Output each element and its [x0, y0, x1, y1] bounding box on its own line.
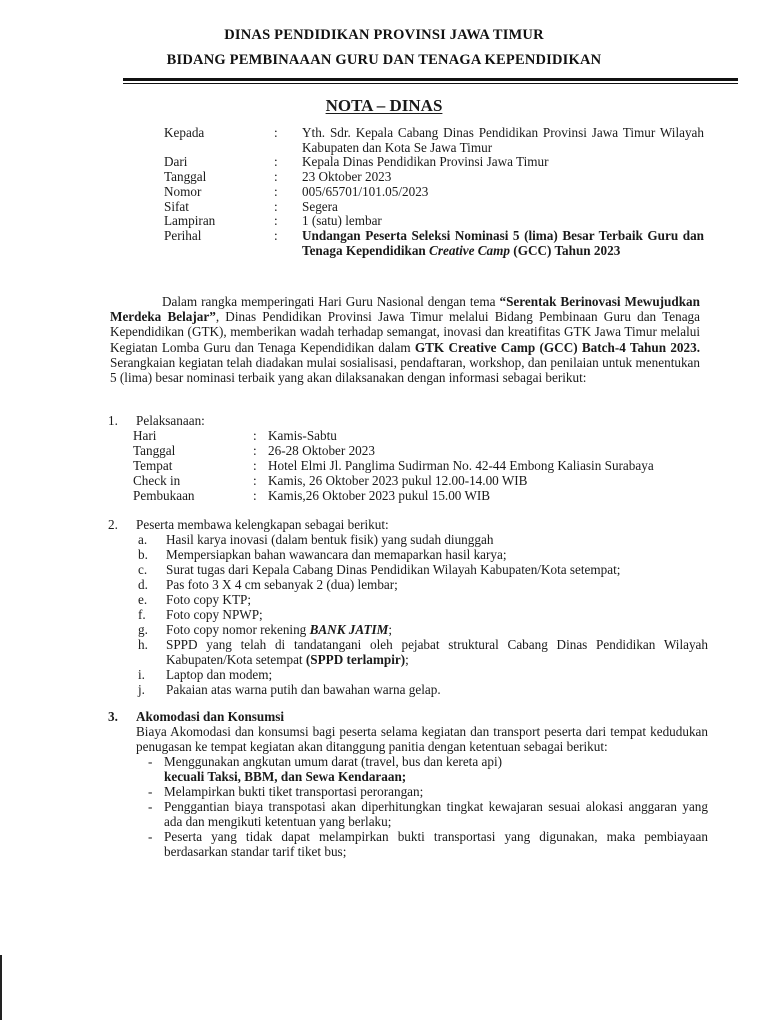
- bullet-dash: -: [148, 799, 153, 814]
- bullet-text: Melampirkan bukti tiket transportasi perorangan;: [164, 784, 424, 799]
- item-text: Foto copy KTP;: [166, 592, 251, 607]
- meta-colon: :: [274, 227, 278, 243]
- section-body: [136, 724, 708, 859]
- section-title: Peserta membawa kelengkapan sebagai berikut:: [136, 517, 389, 532]
- detail-colon: :: [253, 458, 257, 473]
- meta-value: Segera: [302, 198, 338, 214]
- item-letter: d.: [138, 577, 148, 592]
- meta-value: Kepala Dinas Pendidikan Provinsi Jawa Timur: [302, 154, 549, 170]
- meta-row-dari: [164, 155, 704, 170]
- section-intro: Biaya Akomodasi dan konsumsi bagi peserta selama kegiatan dan transport peserta dari tempat kedudukan penugasan ke tempat kegiatan akan ditanggung panitia dengan ketentuan sebagai berikut:: [136, 724, 708, 754]
- item-text: Pakaian atas warna putih dan bawahan warna gelap.: [166, 682, 441, 697]
- detail-value: Kamis, 26 Oktober 2023 pukul 12.00-14.00 WIB: [268, 473, 528, 488]
- bullet-item: [136, 754, 708, 784]
- meta-label: Lampiran: [164, 213, 216, 229]
- meta-row-kepada: [164, 126, 704, 155]
- meta-colon: :: [274, 169, 278, 185]
- item-letter: b.: [138, 547, 148, 562]
- section-title: Pelaksanaan:: [136, 413, 205, 428]
- detail-value: Kamis-Sabtu: [268, 428, 337, 443]
- detail-row-pembukaan: [133, 488, 708, 503]
- detail-label: Pembukaan: [133, 488, 195, 503]
- section-akomodasi: [108, 709, 708, 859]
- list-item: [136, 547, 708, 562]
- item-letter: f.: [138, 607, 146, 622]
- document-title: NOTA – DINAS: [325, 96, 443, 115]
- meta-value-subject: Undangan Peserta Seleksi Nominasi 5 (lima) Besar Terbaik Guru dan Tenaga Kependidikan Creative Camp (GCC) Tahun 2023: [302, 227, 704, 258]
- list-item: [136, 637, 708, 667]
- detail-label: Hari: [133, 428, 157, 443]
- intro-paragraph: Dalam rangka memperingati Hari Guru Nasional dengan tema “Serentak Berinovasi Mewujudkan Merdeka Belajar”, Dinas Pendidikan Provinsi Jawa Timur melalui Bidang Pembinaan Guru dan Tenaga Kependidikan (GTK), memberikan wadah terhadap semangat, inovasi dan kreatifitas GTK Jawa Timur melalui Kegiatan Lomba Guru dan Tenaga Kependidikan dalam GTK Creative Camp (GCC) Batch-4 Tahun 2023. Serangkaian kegiatan telah diadakan mulai sosialisasi, pendaftaran, workshop, dan penilaian untuk menentukan 5 (lima) besar nominasi terbaik yang akan dilaksanakan dengan informasi sebagai berikut:: [110, 294, 700, 386]
- detail-value: Kamis,26 Oktober 2023 pukul 15.00 WIB: [268, 488, 491, 503]
- detail-colon: :: [253, 488, 257, 503]
- item-letter: j.: [138, 682, 145, 697]
- bullet-text: Penggantian biaya transpotasi akan diperhitungkan tingkat kewajaran sesuai alokasi anggaran yang ada dan mengikuti ketentuan yang berlaku;: [164, 799, 708, 829]
- detail-value: 26-28 Oktober 2023: [268, 443, 375, 458]
- meta-value: 005/65701/101.05/2023: [302, 183, 429, 199]
- meta-colon: :: [274, 154, 278, 170]
- list-item: [136, 607, 708, 622]
- meta-colon: :: [274, 183, 278, 199]
- meta-colon: :: [274, 125, 278, 140]
- meta-value: Yth. Sdr. Kepala Cabang Dinas Pendidikan Provinsi Jawa Timur Wilayah Kabupaten dan Kota Se Jawa Timur: [302, 125, 704, 155]
- meta-row-tanggal: [164, 170, 704, 185]
- requirements-list: [136, 532, 708, 697]
- item-text: Foto copy NPWP;: [166, 607, 263, 622]
- item-letter: c.: [138, 562, 148, 577]
- detail-row-hari: [133, 428, 708, 443]
- list-item: [136, 562, 708, 577]
- item-text: Surat tugas dari Kepala Cabang Dinas Pendidikan Wilayah Kabupaten/Kota setempat;: [166, 562, 621, 577]
- item-text: Laptop dan modem;: [166, 667, 273, 682]
- detail-value: Hotel Elmi Jl. Panglima Sudirman No. 42-44 Embong Kaliasin Surabaya: [268, 458, 654, 473]
- detail-colon: :: [253, 443, 257, 458]
- section-pelaksanaan: [108, 413, 708, 503]
- meta-value: 1 (satu) lembar: [302, 213, 382, 229]
- section-title: Akomodasi dan Konsumsi: [136, 709, 285, 724]
- bullet-item: [136, 829, 708, 859]
- section-number: 3.: [108, 709, 118, 724]
- item-letter: i.: [138, 667, 145, 682]
- item-text: Mempersiapkan bahan wawancara dan memaparkan hasil karya;: [166, 547, 507, 562]
- division-name: BIDANG PEMBINAAAN GURU DAN TENAGA KEPENDIDIKAN: [166, 52, 602, 68]
- detail-label: Tempat: [133, 458, 173, 473]
- meta-label: Kepada: [164, 125, 205, 140]
- section-number: 1.: [108, 413, 118, 428]
- meta-label: Perihal: [164, 227, 202, 243]
- meta-label: Sifat: [164, 198, 189, 214]
- item-text: SPPD yang telah di tandatangani oleh pejabat struktural Cabang Dinas Pendidikan Wilayah Kabupaten/Kota setempat (SPPD terlampir);: [166, 637, 708, 667]
- item-text: Pas foto 3 X 4 cm sebanyak 2 (dua) lembar;: [166, 577, 398, 592]
- list-item: [136, 592, 708, 607]
- bullet-text: Peserta yang tidak dapat melampirkan bukti transportasi yang digunakan, maka pembiayaan berdasarkan standar tarif tiket bus;: [164, 829, 708, 859]
- item-text: Foto copy nomor rekening BANK JATIM;: [166, 622, 393, 637]
- detail-row-checkin: [133, 473, 708, 488]
- detail-row-tempat: [133, 458, 708, 473]
- header-rule-thin: [123, 83, 738, 84]
- agency-name: DINAS PENDIDIKAN PROVINSI JAWA TIMUR: [224, 27, 544, 43]
- meta-row-perihal: [164, 229, 704, 258]
- item-letter: e.: [138, 592, 148, 607]
- list-item: [136, 532, 708, 547]
- detail-label: Tanggal: [133, 443, 176, 458]
- scan-edge-mark: [0, 955, 2, 1020]
- detail-row-tanggal: [133, 443, 708, 458]
- section-kelengkapan: [108, 517, 708, 697]
- meta-row-nomor: [164, 185, 704, 200]
- bullet-text: Menggunakan angkutan umum darat (travel, bus dan kereta api) kecuali Taksi, BBM, dan Sewa Kendaraan;: [164, 754, 502, 784]
- header-rule-thick: [123, 78, 738, 81]
- item-letter: h.: [138, 637, 148, 652]
- item-letter: a.: [138, 532, 148, 547]
- item-text: Hasil karya inovasi (dalam bentuk fisik) yang sudah diunggah: [166, 532, 494, 547]
- meta-label: Nomor: [164, 183, 202, 199]
- detail-colon: :: [253, 473, 257, 488]
- bullet-dash: -: [148, 754, 153, 769]
- meta-colon: :: [274, 198, 278, 214]
- memo-meta-table: [164, 126, 704, 258]
- detail-colon: :: [253, 428, 257, 443]
- list-item: [136, 577, 708, 592]
- item-letter: g.: [138, 622, 148, 637]
- bullet-dash: -: [148, 784, 153, 799]
- detail-label: Check in: [133, 473, 181, 488]
- list-item: [136, 667, 708, 682]
- meta-label: Tanggal: [164, 169, 207, 185]
- section-number: 2.: [108, 517, 118, 532]
- bullet-item: [136, 799, 708, 829]
- list-item: [136, 622, 708, 637]
- list-item: [136, 682, 708, 697]
- meta-colon: :: [274, 213, 278, 229]
- meta-row-sifat: [164, 200, 704, 215]
- bullet-dash: -: [148, 829, 153, 844]
- meta-row-lampiran: [164, 214, 704, 229]
- bullet-item: [136, 784, 708, 799]
- meta-label: Dari: [164, 154, 188, 170]
- meta-value: 23 Oktober 2023: [302, 169, 392, 185]
